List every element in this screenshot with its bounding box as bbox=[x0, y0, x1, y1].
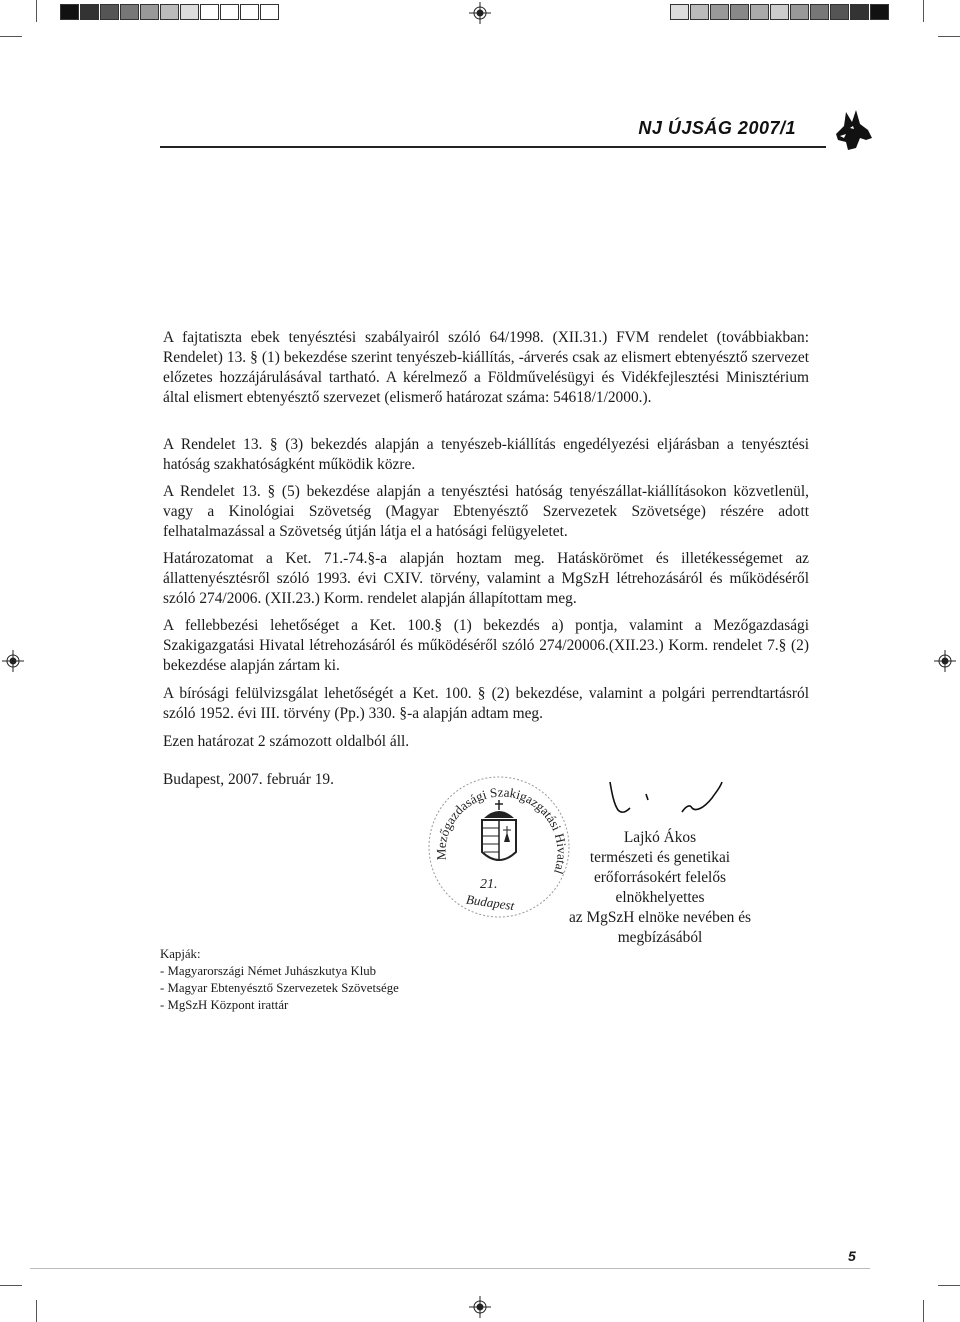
color-calibration-bar-left bbox=[60, 4, 280, 20]
paragraph-appeal-exclusion: A fellebbezési lehetőséget a Ket. 100.§ (1) bekezdés a) pontja, valamint a Mezőgazdasági Szakigazgatási Hivatal létrehozásáról és működéséről szóló 274/20006.(XII.23.) Korm. rendelet 7.§ (2) bekezdése alapján zártam ki. bbox=[163, 617, 809, 674]
registration-mark-top-icon bbox=[469, 2, 491, 24]
crop-mark-top-right-h bbox=[938, 36, 960, 37]
stamp-city: Budapest bbox=[465, 891, 516, 914]
place-and-date: Budapest, 2007. február 19. bbox=[163, 771, 334, 788]
paragraph-page-count: Ezen határozat 2 számozott oldalból áll. bbox=[163, 733, 410, 750]
signer-title-line: az MgSzH elnöke nevében és bbox=[568, 909, 752, 926]
page-number: 5 bbox=[848, 1248, 856, 1264]
hungarian-coat-of-arms-icon bbox=[482, 800, 516, 860]
recipient-item: - Magyar Ebtenyésztő Szervezetek Szövetsége bbox=[160, 981, 399, 995]
recipient-item: - Magyarországi Német Juhászkutya Klub bbox=[160, 964, 377, 978]
color-calibration-bar-right bbox=[670, 4, 890, 20]
journal-header-title: NJ ÚJSÁG 2007/1 bbox=[638, 118, 796, 138]
crop-mark-bottom-right-v bbox=[923, 1300, 924, 1322]
signer-name: Lajkó Ákos bbox=[623, 829, 697, 846]
crop-mark-top-left-v bbox=[36, 0, 37, 22]
crop-mark-bottom-left-h bbox=[0, 1285, 22, 1286]
registration-mark-left-icon bbox=[2, 650, 24, 672]
paragraph-supervision: A Rendelet 13. § (5) bekezdése alapján a tenyésztési hatóság tenyészállat-kiállításokon közvetlenül, vagy a Kinológiai Szövetség (Magyar Ebtenyésztő Szervezetek Szövetsége) részére adott felhatalmazással a Szövetség útján látja el a hatósági felügyeletet. bbox=[163, 483, 809, 540]
paragraph-legal-basis: A fajtatiszta ebek tenyésztési szabályairól szóló 64/1998. (XII.31.) FVM rendelet (továbbiakban: Rendelet) 13. § (1) bekezdése szerint tenyészeb-kiállítás, -árverés csak az elismert ebtenyésztő szervezet előzetes hozzájárulásával tartható. A kérelmező a Földművelésügyi és Vidékfejlesztési Minisztérium által elismert ebtenyésztő szervezet (elismerő határozat száma: 54618/1/2000.). bbox=[163, 329, 809, 406]
signer-title-line: erőforrásokért felelős bbox=[593, 869, 727, 886]
recipient-item: - MgSzH Központ irattár bbox=[160, 998, 289, 1012]
signer-title-line: természeti és genetikai bbox=[589, 849, 731, 866]
crop-mark-top-right-v bbox=[923, 0, 924, 22]
signer-block bbox=[552, 828, 768, 948]
footer-rule bbox=[30, 1268, 870, 1269]
crop-mark-top-left-h bbox=[0, 36, 22, 37]
paragraph-competence: Határozatomat a Ket. 71.-74.§-a alapján hoztam meg. Hatáskörömet és illetékességemet az állattenyésztésről szóló 1993. évi CXIV. törvény, valamint a MgSzH létrehozásáról és működéséről szóló 274/2006. (XII.23.) Korm. rendelet alapján állapítottam meg. bbox=[163, 550, 809, 607]
signer-title-line: elnökhelyettes bbox=[615, 889, 705, 906]
handwritten-signature bbox=[604, 778, 730, 822]
paragraph-authority-role: A Rendelet 13. § (3) bekezdés alapján a tenyészeb-kiállítás engedélyezési eljárásban a tenyésztési hatóság szakhatóságként működik közre. bbox=[163, 436, 809, 473]
stamp-number: 21. bbox=[480, 877, 498, 892]
stamp-circle-text: Mezőgazdasági Szakigazgatási Hivatal bbox=[433, 784, 570, 877]
paragraph-judicial-review: A bírósági felülvizsgálat lehetőségét a Ket. 100. § (2) bekezdése, valamint a polgári perrendtartásról szóló 1952. évi III. törvény (Pp.) 330. §-a alapján adtam meg. bbox=[163, 685, 809, 722]
recipients-heading: Kapják: bbox=[160, 947, 201, 961]
dog-head-icon bbox=[830, 104, 874, 154]
recipients-list bbox=[160, 946, 399, 1014]
crop-mark-bottom-left-v bbox=[36, 1300, 37, 1322]
crop-mark-bottom-right-h bbox=[938, 1285, 960, 1286]
registration-mark-right-icon bbox=[934, 650, 956, 672]
header-rule bbox=[160, 146, 826, 148]
registration-mark-bottom-icon bbox=[469, 1296, 491, 1318]
signer-title-line: megbízásából bbox=[617, 929, 703, 946]
